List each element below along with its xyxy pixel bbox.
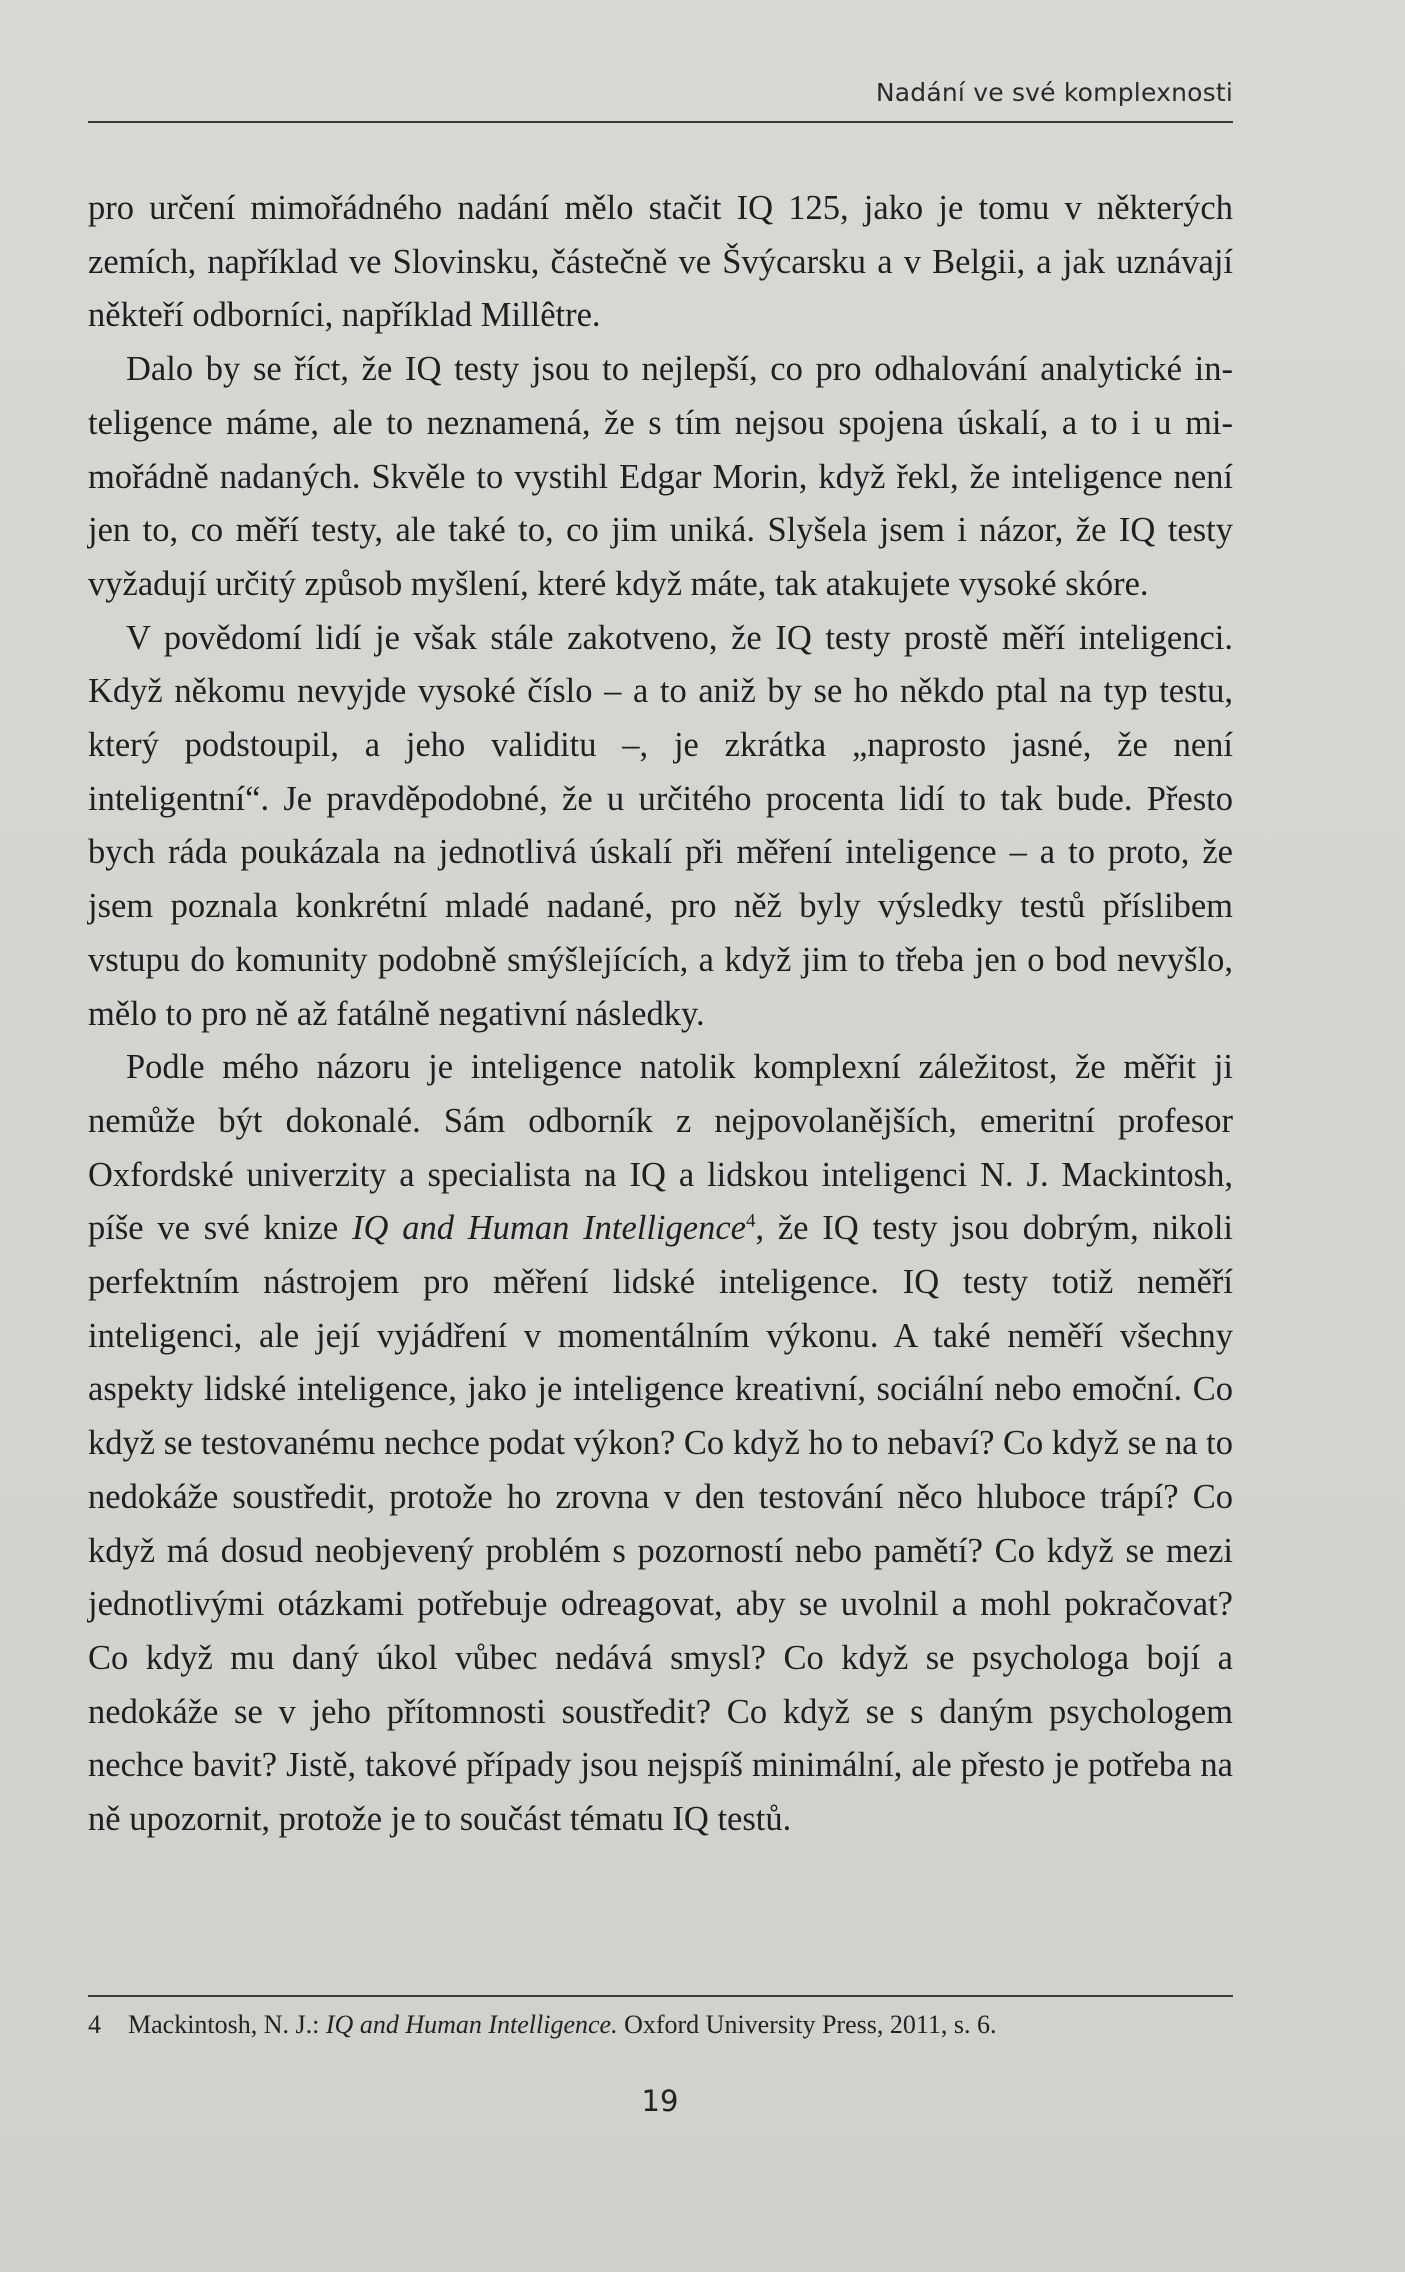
footnote-title: IQ and Human Intelligence. [325,2010,618,2039]
paragraph-4-end: , že IQ testy jsou dobrým, nikoli perfektním nástrojem pro měření lidské inteligence. IQ testy totiž neměří inteligenci, ale její vyjádření v momentálním výkonu. A také neměří všechny aspekty lidské inteligence, jako je inteligence kreativní, sociální nebo emoční. Co když se testovanému nechce podat výkon? Co když ho to nebaví? Co když se na to nedokáže soustředit, protože ho zrovna v den testování něco hluboce trápí? Co když má dosud neobjevený problém s pozorností nebo pamětí? Co když se mezi jednotlivými otázkami potřebuje odreagovat, aby se uvolnil a mohl pokračovat? Co když mu daný úkol vůbec nedává smysl? Co když se psychologa bojí a nedokáže se v jeho přítomnosti soustředit? Co když se s daným psychologem nechce bavit? Jistě, takové případy jsou nejspíš minimální, ale přesto je potřeba na ně upozornit, protože je to součást tématu IQ testů. [88,1209,1233,1839]
footnote-publisher: Oxford University Press, 2011, s. 6. [617,2010,997,2039]
paragraph-4 [88,1041,1233,1847]
footnote-author: Mackintosh, N. J.: [128,2010,326,2039]
paragraph-2: Dalo by se říct, že IQ testy jsou to nejlepší, co pro odhalování analytické inteligence máme, ale to neznamená, že s tím nejsou spojena úskalí, a to i u mimořádně nadaných. Skvěle to vystihl Edgar Morin, když řekl, že inteligence není jen to, co měří testy, ale také to, co jim uniká. Slyšela jsem i názor, že IQ testy vyžadují určitý způsob myšlení, které když máte, tak atakujete vysoké skóre. [88,350,1233,603]
header-rule [88,121,1233,123]
paragraph-4-start: Podle mého názoru je inteligence natolik komplexní záležitost, že měřit ji nemůže být dokonalé. Sám odborník z nejpovolanějších, emeritní profesor Oxfordské univerzity a specialista na IQ a lidskou inteligenci N. J. Mackintosh, píše ve své knize [88,1048,1233,1248]
footnote-number: 4 [88,2010,101,2039]
footnote-rule [88,1995,1233,1997]
paragraph-3: V povědomí lidí je však stále zakotveno, že IQ testy prostě měří inteligenci. Když někomu nevyjde vysoké číslo – a to aniž by se ho někdo ptal na typ testu, který podstoupil, a jeho validitu –, je zkrátka „naprosto jasné, že není inteligentní“. Je pravděpodobné, že u určitého procenta lidí to tak bude. Přesto bych ráda poukázala na jednotlivá úskalí při měření inteligence – a to proto, že jsem poznala konkrétní mladé nadané, pro něž byly výsledky testů příslibem vstupu do komunity podobně smýšlejících, a když jim to třeba jen o bod nevyšlo, mělo to pro ně až fatálně negativní následky. [88,618,1233,1033]
book-title-italic: IQ and Human Intelligence [352,1209,746,1248]
footnote [88,2007,1233,2043]
paragraph-1: pro určení mimořádného nadání mělo stačit IQ 125, jako je tomu v některých zemích, například ve Slovinsku, částečně ve Švýcarsku a v Belgii, a jak uznávají někteří odborníci, například Millêtre. [88,189,1233,335]
footnote-reference: 4 [745,1210,756,1232]
body-text [88,182,1233,1847]
running-header: Nadání ve své komplexnosti [875,78,1233,107]
page-number: 19 [641,2084,679,2118]
